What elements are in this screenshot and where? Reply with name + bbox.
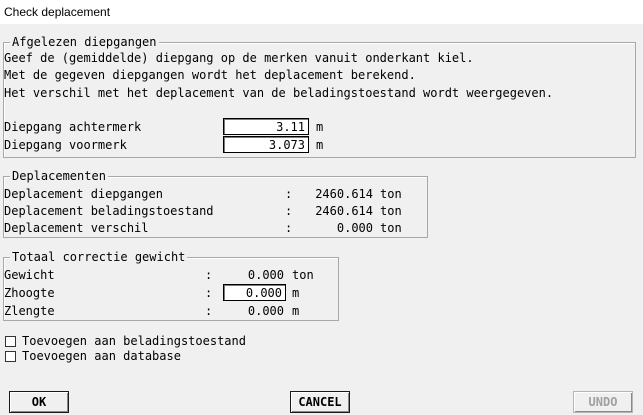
undo-button[interactable]: UNDO — [573, 391, 633, 413]
zlengte-unit: m — [292, 304, 300, 318]
database-checkbox-label[interactable]: Toevoegen aan database — [22, 349, 181, 363]
deplacement-verschil-sep: : — [285, 221, 293, 235]
gewicht-value: 0.000 — [247, 268, 284, 282]
zlengte-sep: : — [205, 304, 213, 318]
zhoogte-field[interactable] — [223, 284, 286, 301]
deplacement-diepgangen-value: 2460.614 — [315, 187, 373, 201]
deplacement-verschil-unit: ton — [380, 221, 402, 235]
deplacement-beladings-unit: ton — [380, 204, 402, 218]
achtermerk-input[interactable] — [224, 119, 308, 134]
deplacement-verschil-value: 0.000 — [336, 221, 373, 235]
deplacement-diepgangen-label: Deplacement diepgangen — [4, 187, 163, 201]
achtermerk-label: Diepgang achtermerk — [4, 120, 142, 134]
zhoogte-input[interactable] — [224, 285, 285, 300]
deplacement-beladings-sep: : — [285, 204, 293, 218]
gewicht-sep: : — [205, 268, 213, 282]
deplacement-beladings-value: 2460.614 — [315, 204, 373, 218]
zhoogte-label: Zhoogte — [4, 286, 55, 300]
beladings-checkbox[interactable] — [5, 336, 16, 347]
instruction-line-2: Met de gegeven diepgangen wordt het deplacement berekend. — [4, 68, 416, 82]
zhoogte-unit: m — [292, 286, 300, 300]
instruction-line-3: Het verschil met het deplacement van de beladingstoestand wordt weergegeven. — [4, 86, 554, 100]
correctie-legend: Totaal correctie gewicht — [12, 250, 186, 264]
deplacement-diepgangen-sep: : — [285, 187, 293, 201]
gewicht-label: Gewicht — [4, 268, 55, 282]
deplacement-verschil-label: Deplacement verschil — [4, 221, 149, 235]
beladings-checkbox-label[interactable]: Toevoegen aan beladingstoestand — [22, 334, 246, 348]
afgelezen-legend: Afgelezen diepgangen — [12, 35, 157, 49]
title-bar — [0, 0, 643, 24]
gewicht-unit: ton — [292, 268, 314, 282]
deplacement-diepgangen-unit: ton — [380, 187, 402, 201]
deplacementen-legend: Deplacementen — [12, 169, 106, 183]
achtermerk-unit: m — [316, 120, 324, 134]
instruction-line-1: Geef de (gemiddelde) diepgang op de merken vanuit onderkant kiel. — [4, 51, 474, 65]
voormerk-field[interactable] — [223, 136, 309, 153]
database-checkbox[interactable] — [5, 351, 16, 362]
zlengte-label: Zlengte — [4, 304, 55, 318]
window-title: Check deplacement — [4, 5, 111, 19]
zhoogte-sep: : — [205, 286, 213, 300]
deplacement-beladings-label: Deplacement beladingstoestand — [4, 204, 214, 218]
ok-button[interactable]: OK — [9, 391, 69, 413]
achtermerk-field[interactable] — [223, 118, 309, 135]
zlengte-value: 0.000 — [247, 304, 284, 318]
voormerk-input[interactable] — [224, 137, 308, 152]
voormerk-label: Diepgang voormerk — [4, 138, 127, 152]
cancel-button[interactable]: CANCEL — [290, 391, 350, 413]
voormerk-unit: m — [316, 138, 324, 152]
